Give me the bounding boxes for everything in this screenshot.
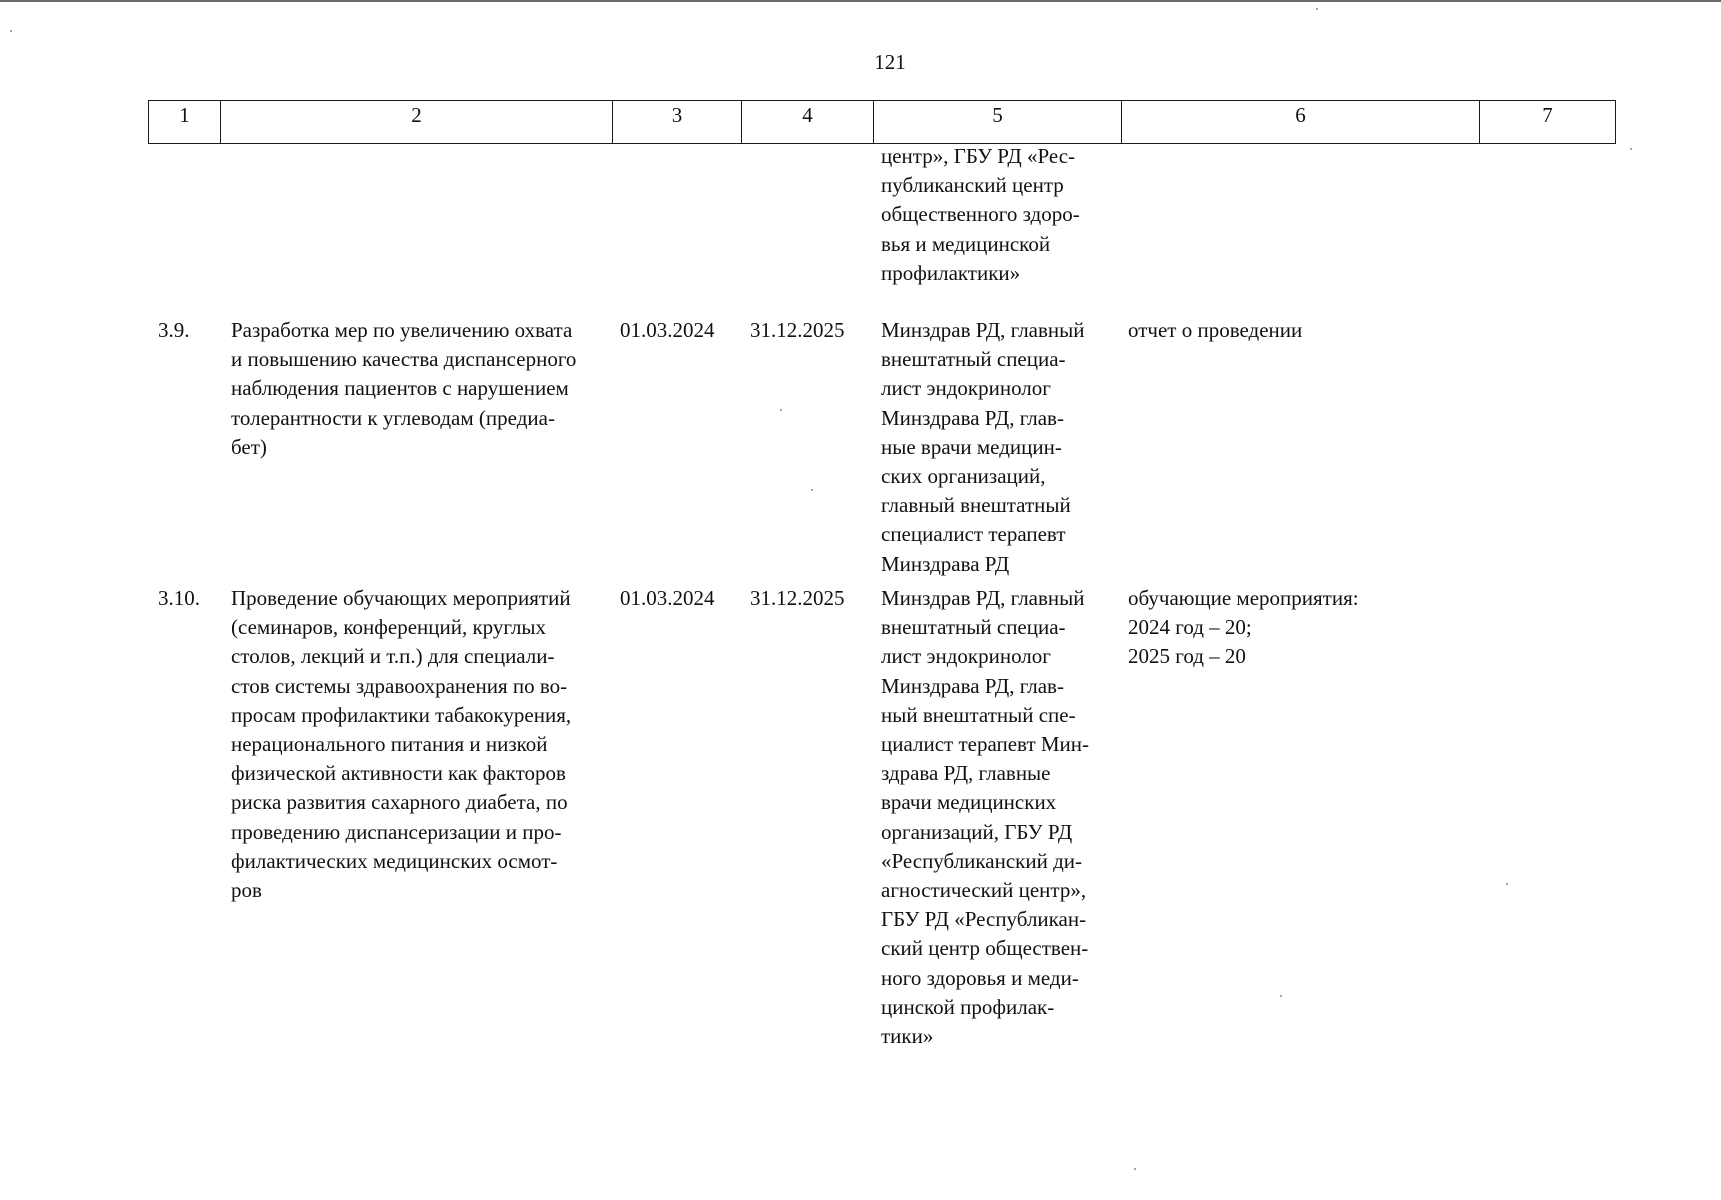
text-line: нерационального питания и низкой: [231, 732, 548, 757]
text-line: внештатный специа-: [881, 347, 1066, 372]
row-3-10-start-date: 01.03.2024: [620, 586, 715, 610]
text-line: Минздрав РД, главный: [881, 586, 1085, 610]
text-line: тики»: [881, 1024, 934, 1049]
text-line: Разработка мер по увеличению охвата: [231, 318, 573, 342]
text-line: лист эндокринолог: [881, 376, 1051, 401]
text-line: агностический центр»,: [881, 878, 1087, 903]
text-line: риска развития сахарного диабета, по: [231, 790, 568, 815]
text-line: Минздрав РД, главный: [881, 318, 1085, 342]
text-line: циалист терапевт Мин-: [881, 732, 1090, 757]
header-row: [149, 101, 1616, 144]
row-3-9-activity: [231, 316, 599, 462]
scan-speck: [10, 30, 12, 32]
text-line: 2025 год – 20: [1128, 644, 1246, 669]
header-col-6: 6: [1122, 101, 1480, 144]
scan-speck: [780, 409, 782, 411]
text-line: лист эндокринолог: [881, 644, 1051, 669]
text-line: обучающие мероприятия:: [1128, 586, 1359, 610]
text-line: вья и медицинской: [881, 231, 1051, 256]
text-line: организаций, ГБУ РД: [881, 819, 1073, 844]
row-3-10-activity: [231, 584, 599, 905]
row-3-9-result: [1128, 316, 1428, 345]
text-line: бет): [231, 434, 267, 459]
text-line: центр», ГБУ РД «Рес-: [881, 144, 1076, 168]
header-col-1: 1: [149, 101, 221, 144]
text-line: внештатный специа-: [881, 615, 1066, 640]
column-number-header: [148, 100, 1616, 144]
row-3-9-responsible: [881, 316, 1121, 579]
text-line: толерантности к углеводам (предиа-: [231, 405, 555, 430]
continuation-responsible: [881, 142, 1121, 288]
scan-speck: [1316, 8, 1318, 10]
text-line: стов системы здравоохранения по во-: [231, 673, 568, 698]
header-col-5: 5: [874, 101, 1122, 144]
row-3-10-responsible: [881, 584, 1121, 1051]
text-line: столов, лекций и т.п.) для специали-: [231, 644, 555, 669]
text-line: 2024 год – 20;: [1128, 615, 1252, 640]
row-3-9-start-date: 01.03.2024: [620, 318, 715, 342]
row-3-10-result: [1128, 584, 1428, 672]
text-line: и повышению качества диспансерного: [231, 347, 577, 372]
text-line: общественного здоро-: [881, 202, 1080, 227]
text-line: филактических медицинских осмот-: [231, 848, 558, 873]
text-line: (семинаров, конференций, круглых: [231, 615, 547, 640]
scan-speck: [1506, 883, 1508, 885]
text-line: публиканский центр: [881, 173, 1064, 198]
text-line: наблюдения пациентов с нарушением: [231, 376, 569, 401]
text-line: ного здоровья и меди-: [881, 965, 1079, 990]
text-line: профилактики»: [881, 260, 1021, 285]
text-line: ные врачи медицин-: [881, 434, 1062, 459]
text-line: ров: [231, 878, 262, 903]
header-col-7: 7: [1480, 101, 1616, 144]
scan-speck: [1280, 995, 1282, 997]
text-line: «Республиканский ди-: [881, 848, 1083, 873]
text-line: главный внештатный: [881, 493, 1071, 518]
text-line: Минздрава РД: [881, 551, 1010, 576]
text-line: Минздрава РД, глав-: [881, 405, 1064, 430]
header-col-4: 4: [742, 101, 874, 144]
text-line: специалист терапевт: [881, 522, 1066, 547]
text-line: здрава РД, главные: [881, 761, 1051, 786]
text-line: Минздрава РД, глав-: [881, 673, 1064, 698]
row-3-9-number: 3.9.: [158, 318, 190, 342]
header-col-3: 3: [613, 101, 742, 144]
row-3-9-end-date: 31.12.2025: [750, 318, 845, 342]
text-line: ГБУ РД «Республикан-: [881, 907, 1087, 932]
text-line: ский центр обществен-: [881, 936, 1089, 961]
scan-top-border: [0, 0, 1721, 2]
scan-speck: [811, 489, 813, 491]
text-line: проведению диспансеризации и про-: [231, 819, 562, 844]
text-line: отчет о проведении: [1128, 318, 1303, 342]
scan-speck: [1630, 148, 1632, 150]
header-col-2: 2: [221, 101, 613, 144]
text-line: физической активности как факторов: [231, 761, 566, 786]
text-line: Проведение обучающих мероприятий: [231, 586, 571, 610]
text-line: ный внештатный спе-: [881, 702, 1076, 727]
text-line: просам профилактики табакокурения,: [231, 702, 572, 727]
scan-speck: [1134, 1168, 1136, 1170]
page-number: 121: [874, 50, 906, 74]
text-line: ских организаций,: [881, 464, 1046, 489]
text-line: врачи медицинских: [881, 790, 1057, 815]
row-3-10-number: 3.10.: [158, 586, 200, 610]
row-3-10-end-date: 31.12.2025: [750, 586, 845, 610]
text-line: цинской профилак-: [881, 994, 1055, 1019]
